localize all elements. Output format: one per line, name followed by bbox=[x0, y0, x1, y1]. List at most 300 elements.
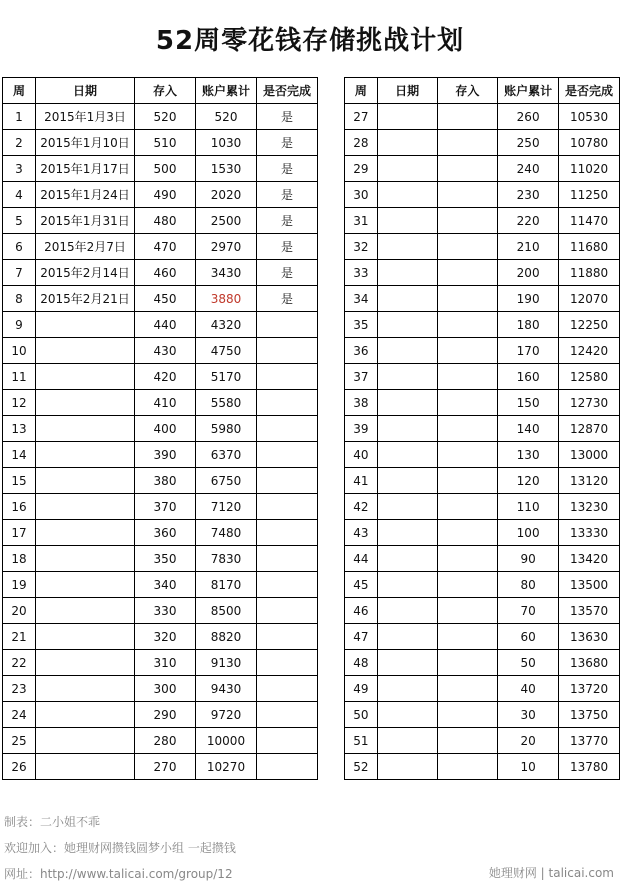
cell-date bbox=[36, 364, 135, 390]
cell-done: 12580 bbox=[559, 364, 620, 390]
cell-week: 29 bbox=[345, 156, 378, 182]
cell-done: 11470 bbox=[559, 208, 620, 234]
cell-date bbox=[36, 702, 135, 728]
cell-deposit: 510 bbox=[135, 130, 196, 156]
cell-week: 7 bbox=[3, 260, 36, 286]
cell-done: 11020 bbox=[559, 156, 620, 182]
cell-week: 33 bbox=[345, 260, 378, 286]
cell-done: 是 bbox=[257, 156, 318, 182]
cell-total: 2020 bbox=[196, 182, 257, 208]
cell-week: 51 bbox=[345, 728, 378, 754]
cell-date bbox=[377, 442, 437, 468]
cell-date: 2015年1月3日 bbox=[36, 104, 135, 130]
cell-week: 35 bbox=[345, 312, 378, 338]
cell-date bbox=[36, 676, 135, 702]
cell-week: 39 bbox=[345, 416, 378, 442]
cell-deposit: 270 bbox=[135, 754, 196, 780]
cell-done bbox=[257, 598, 318, 624]
table-row bbox=[3, 494, 318, 520]
table-row bbox=[3, 754, 318, 780]
table-row bbox=[345, 182, 620, 208]
cell-date bbox=[377, 208, 437, 234]
cell-date bbox=[36, 572, 135, 598]
savings-table-right bbox=[344, 77, 620, 780]
cell-week: 31 bbox=[345, 208, 378, 234]
cell-date bbox=[377, 546, 437, 572]
header-total: 账户累计 bbox=[498, 78, 559, 104]
cell-week: 16 bbox=[3, 494, 36, 520]
table-row bbox=[345, 390, 620, 416]
cell-done: 是 bbox=[257, 208, 318, 234]
cell-deposit bbox=[437, 598, 498, 624]
table-row bbox=[345, 468, 620, 494]
cell-total: 250 bbox=[498, 130, 559, 156]
cell-date bbox=[377, 390, 437, 416]
cell-deposit: 320 bbox=[135, 624, 196, 650]
cell-done: 13420 bbox=[559, 546, 620, 572]
cell-total: 120 bbox=[498, 468, 559, 494]
header-week: 周 bbox=[3, 78, 36, 104]
table-row bbox=[345, 208, 620, 234]
cell-deposit: 500 bbox=[135, 156, 196, 182]
cell-deposit bbox=[437, 130, 498, 156]
cell-week: 41 bbox=[345, 468, 378, 494]
cell-total: 1030 bbox=[196, 130, 257, 156]
cell-deposit bbox=[437, 234, 498, 260]
cell-date bbox=[36, 754, 135, 780]
cell-week: 46 bbox=[345, 598, 378, 624]
table-row bbox=[3, 546, 318, 572]
cell-date: 2015年2月21日 bbox=[36, 286, 135, 312]
cell-done: 11250 bbox=[559, 182, 620, 208]
cell-deposit bbox=[437, 416, 498, 442]
cell-total: 190 bbox=[498, 286, 559, 312]
cell-date: 2015年1月24日 bbox=[36, 182, 135, 208]
cell-done: 11680 bbox=[559, 234, 620, 260]
cell-week: 3 bbox=[3, 156, 36, 182]
table-row bbox=[3, 572, 318, 598]
cell-done: 12870 bbox=[559, 416, 620, 442]
cell-deposit bbox=[437, 624, 498, 650]
table-row bbox=[345, 312, 620, 338]
cell-deposit: 310 bbox=[135, 650, 196, 676]
cell-total: 100 bbox=[498, 520, 559, 546]
table-row bbox=[3, 130, 318, 156]
cell-date bbox=[36, 416, 135, 442]
cell-done: 是 bbox=[257, 182, 318, 208]
table-row bbox=[3, 624, 318, 650]
table-row bbox=[345, 260, 620, 286]
cell-week: 1 bbox=[3, 104, 36, 130]
cell-total: 7480 bbox=[196, 520, 257, 546]
cell-deposit bbox=[437, 650, 498, 676]
cell-total: 8500 bbox=[196, 598, 257, 624]
table-row bbox=[3, 364, 318, 390]
cell-deposit: 440 bbox=[135, 312, 196, 338]
cell-date bbox=[377, 494, 437, 520]
cell-date bbox=[377, 572, 437, 598]
cell-total: 20 bbox=[498, 728, 559, 754]
cell-week: 15 bbox=[3, 468, 36, 494]
table-row bbox=[345, 754, 620, 780]
cell-week: 48 bbox=[345, 650, 378, 676]
cell-done: 是 bbox=[257, 130, 318, 156]
cell-deposit: 470 bbox=[135, 234, 196, 260]
cell-done: 13770 bbox=[559, 728, 620, 754]
cell-total: 170 bbox=[498, 338, 559, 364]
cell-done: 11880 bbox=[559, 260, 620, 286]
table-row bbox=[345, 650, 620, 676]
cell-date bbox=[36, 338, 135, 364]
cell-total: 10000 bbox=[196, 728, 257, 754]
cell-done: 13120 bbox=[559, 468, 620, 494]
table-row bbox=[345, 364, 620, 390]
cell-deposit bbox=[437, 702, 498, 728]
table-row bbox=[3, 312, 318, 338]
table-row bbox=[3, 208, 318, 234]
cell-total: 90 bbox=[498, 546, 559, 572]
cell-done bbox=[257, 624, 318, 650]
cell-deposit bbox=[437, 468, 498, 494]
cell-week: 44 bbox=[345, 546, 378, 572]
cell-week: 12 bbox=[3, 390, 36, 416]
cell-date bbox=[36, 624, 135, 650]
cell-done bbox=[257, 442, 318, 468]
cell-deposit: 460 bbox=[135, 260, 196, 286]
cell-deposit: 450 bbox=[135, 286, 196, 312]
cell-done: 12070 bbox=[559, 286, 620, 312]
cell-deposit bbox=[437, 286, 498, 312]
cell-total: 230 bbox=[498, 182, 559, 208]
cell-date bbox=[377, 676, 437, 702]
header-date: 日期 bbox=[36, 78, 135, 104]
cell-deposit: 400 bbox=[135, 416, 196, 442]
cell-total: 7830 bbox=[196, 546, 257, 572]
cell-week: 4 bbox=[3, 182, 36, 208]
cell-done: 13630 bbox=[559, 624, 620, 650]
header-done: 是否完成 bbox=[257, 78, 318, 104]
cell-week: 24 bbox=[3, 702, 36, 728]
cell-week: 11 bbox=[3, 364, 36, 390]
cell-total: 140 bbox=[498, 416, 559, 442]
table-row bbox=[3, 260, 318, 286]
cell-week: 38 bbox=[345, 390, 378, 416]
table-row bbox=[345, 598, 620, 624]
cell-done bbox=[257, 390, 318, 416]
cell-total: 130 bbox=[498, 442, 559, 468]
table-row bbox=[345, 416, 620, 442]
cell-week: 45 bbox=[345, 572, 378, 598]
cell-total: 260 bbox=[498, 104, 559, 130]
cell-deposit bbox=[437, 364, 498, 390]
cell-done bbox=[257, 364, 318, 390]
cell-date bbox=[377, 312, 437, 338]
table-row bbox=[345, 338, 620, 364]
table-row bbox=[345, 702, 620, 728]
cell-done bbox=[257, 754, 318, 780]
table-row bbox=[345, 624, 620, 650]
header-done: 是否完成 bbox=[559, 78, 620, 104]
cell-deposit bbox=[437, 676, 498, 702]
cell-total: 220 bbox=[498, 208, 559, 234]
table-row bbox=[3, 390, 318, 416]
cell-total: 160 bbox=[498, 364, 559, 390]
cell-total: 2500 bbox=[196, 208, 257, 234]
cell-done: 13000 bbox=[559, 442, 620, 468]
cell-week: 13 bbox=[3, 416, 36, 442]
cell-date bbox=[36, 598, 135, 624]
cell-deposit bbox=[437, 156, 498, 182]
cell-done: 13330 bbox=[559, 520, 620, 546]
cell-week: 30 bbox=[345, 182, 378, 208]
cell-total: 10270 bbox=[196, 754, 257, 780]
cell-date bbox=[377, 260, 437, 286]
cell-total: 3880 bbox=[196, 286, 257, 312]
table-row bbox=[345, 676, 620, 702]
cell-date: 2015年2月14日 bbox=[36, 260, 135, 286]
cell-week: 47 bbox=[345, 624, 378, 650]
cell-date bbox=[377, 182, 437, 208]
cell-week: 5 bbox=[3, 208, 36, 234]
table-header-row bbox=[345, 78, 620, 104]
cell-done: 12730 bbox=[559, 390, 620, 416]
cell-deposit: 410 bbox=[135, 390, 196, 416]
cell-week: 22 bbox=[3, 650, 36, 676]
table-row bbox=[3, 234, 318, 260]
cell-done bbox=[257, 494, 318, 520]
cell-week: 40 bbox=[345, 442, 378, 468]
cell-deposit: 290 bbox=[135, 702, 196, 728]
cell-deposit: 490 bbox=[135, 182, 196, 208]
cell-week: 6 bbox=[3, 234, 36, 260]
cell-week: 49 bbox=[345, 676, 378, 702]
cell-done: 10780 bbox=[559, 130, 620, 156]
table-row bbox=[3, 468, 318, 494]
cell-done: 12420 bbox=[559, 338, 620, 364]
cell-week: 10 bbox=[3, 338, 36, 364]
cell-total: 2970 bbox=[196, 234, 257, 260]
cell-date bbox=[36, 468, 135, 494]
header-week: 周 bbox=[345, 78, 378, 104]
cell-done: 12250 bbox=[559, 312, 620, 338]
cell-deposit: 330 bbox=[135, 598, 196, 624]
cell-date bbox=[377, 286, 437, 312]
cell-deposit bbox=[437, 494, 498, 520]
cell-deposit bbox=[437, 104, 498, 130]
cell-deposit: 340 bbox=[135, 572, 196, 598]
table-row bbox=[345, 494, 620, 520]
table-row bbox=[345, 442, 620, 468]
table-row bbox=[345, 546, 620, 572]
cell-deposit bbox=[437, 520, 498, 546]
cell-done: 13230 bbox=[559, 494, 620, 520]
cell-total: 210 bbox=[498, 234, 559, 260]
cell-total: 10 bbox=[498, 754, 559, 780]
table-row bbox=[345, 234, 620, 260]
cell-deposit bbox=[437, 572, 498, 598]
cell-done bbox=[257, 468, 318, 494]
cell-deposit bbox=[437, 754, 498, 780]
cell-week: 8 bbox=[3, 286, 36, 312]
cell-date: 2015年2月7日 bbox=[36, 234, 135, 260]
table-row bbox=[345, 572, 620, 598]
cell-done bbox=[257, 338, 318, 364]
cell-total: 60 bbox=[498, 624, 559, 650]
savings-table-left bbox=[2, 77, 318, 780]
cell-week: 42 bbox=[345, 494, 378, 520]
cell-done: 13780 bbox=[559, 754, 620, 780]
cell-date bbox=[36, 546, 135, 572]
table-row bbox=[345, 130, 620, 156]
cell-date bbox=[377, 754, 437, 780]
cell-deposit bbox=[437, 312, 498, 338]
cell-deposit: 280 bbox=[135, 728, 196, 754]
cell-done: 10530 bbox=[559, 104, 620, 130]
cell-date: 2015年1月17日 bbox=[36, 156, 135, 182]
cell-done: 13720 bbox=[559, 676, 620, 702]
cell-week: 18 bbox=[3, 546, 36, 572]
cell-date bbox=[36, 494, 135, 520]
cell-week: 28 bbox=[345, 130, 378, 156]
cell-total: 520 bbox=[196, 104, 257, 130]
page-title: 52周零花钱存储挑战计划 bbox=[155, 26, 465, 56]
cell-total: 9130 bbox=[196, 650, 257, 676]
cell-deposit bbox=[437, 390, 498, 416]
footer-welcome: 欢迎加入：她理财网攒钱圆梦小组 一起攒钱 bbox=[4, 841, 236, 855]
cell-total: 8820 bbox=[196, 624, 257, 650]
cell-week: 52 bbox=[345, 754, 378, 780]
cell-total: 240 bbox=[498, 156, 559, 182]
cell-week: 9 bbox=[3, 312, 36, 338]
cell-date bbox=[377, 520, 437, 546]
cell-date bbox=[36, 520, 135, 546]
cell-done bbox=[257, 702, 318, 728]
cell-done bbox=[257, 572, 318, 598]
cell-total: 6370 bbox=[196, 442, 257, 468]
cell-deposit: 300 bbox=[135, 676, 196, 702]
cell-deposit bbox=[437, 442, 498, 468]
cell-done bbox=[257, 312, 318, 338]
cell-deposit: 380 bbox=[135, 468, 196, 494]
cell-total: 80 bbox=[498, 572, 559, 598]
cell-done: 是 bbox=[257, 286, 318, 312]
cell-done: 是 bbox=[257, 260, 318, 286]
cell-date bbox=[377, 702, 437, 728]
cell-done bbox=[257, 416, 318, 442]
cell-total: 70 bbox=[498, 598, 559, 624]
cell-deposit bbox=[437, 208, 498, 234]
table-row bbox=[345, 520, 620, 546]
table-row bbox=[345, 104, 620, 130]
header-total: 账户累计 bbox=[196, 78, 257, 104]
cell-done: 13750 bbox=[559, 702, 620, 728]
cell-deposit bbox=[437, 338, 498, 364]
cell-done: 13570 bbox=[559, 598, 620, 624]
cell-done bbox=[257, 650, 318, 676]
cell-date bbox=[377, 234, 437, 260]
table-row bbox=[3, 650, 318, 676]
cell-done bbox=[257, 728, 318, 754]
header-deposit: 存入 bbox=[437, 78, 498, 104]
cell-total: 5580 bbox=[196, 390, 257, 416]
cell-date bbox=[36, 442, 135, 468]
cell-date bbox=[36, 390, 135, 416]
cell-total: 200 bbox=[498, 260, 559, 286]
table-row bbox=[3, 182, 318, 208]
table-row bbox=[3, 598, 318, 624]
cell-week: 21 bbox=[3, 624, 36, 650]
cell-deposit: 390 bbox=[135, 442, 196, 468]
cell-total: 50 bbox=[498, 650, 559, 676]
table-row bbox=[3, 416, 318, 442]
cell-week: 50 bbox=[345, 702, 378, 728]
cell-total: 7120 bbox=[196, 494, 257, 520]
table-row bbox=[345, 728, 620, 754]
cell-done: 是 bbox=[257, 104, 318, 130]
cell-done bbox=[257, 520, 318, 546]
header-date: 日期 bbox=[377, 78, 437, 104]
cell-total: 9430 bbox=[196, 676, 257, 702]
cell-week: 32 bbox=[345, 234, 378, 260]
cell-total: 1530 bbox=[196, 156, 257, 182]
cell-date bbox=[377, 416, 437, 442]
cell-date: 2015年1月31日 bbox=[36, 208, 135, 234]
table-row bbox=[3, 442, 318, 468]
cell-date bbox=[377, 598, 437, 624]
cell-week: 2 bbox=[3, 130, 36, 156]
cell-date bbox=[377, 338, 437, 364]
cell-date bbox=[377, 364, 437, 390]
cell-deposit: 520 bbox=[135, 104, 196, 130]
cell-week: 36 bbox=[345, 338, 378, 364]
cell-week: 14 bbox=[3, 442, 36, 468]
cell-total: 30 bbox=[498, 702, 559, 728]
table-row bbox=[3, 520, 318, 546]
cell-week: 27 bbox=[345, 104, 378, 130]
table-row bbox=[3, 676, 318, 702]
cell-date bbox=[377, 104, 437, 130]
cell-total: 180 bbox=[498, 312, 559, 338]
cell-week: 20 bbox=[3, 598, 36, 624]
cell-date: 2015年1月10日 bbox=[36, 130, 135, 156]
cell-deposit: 430 bbox=[135, 338, 196, 364]
table-row bbox=[3, 286, 318, 312]
cell-total: 6750 bbox=[196, 468, 257, 494]
table-row bbox=[3, 104, 318, 130]
cell-week: 37 bbox=[345, 364, 378, 390]
cell-date bbox=[377, 650, 437, 676]
cell-done: 13680 bbox=[559, 650, 620, 676]
footer-url: 网址：http://www.talicai.com/group/12 bbox=[4, 867, 233, 881]
cell-total: 9720 bbox=[196, 702, 257, 728]
table-row bbox=[3, 156, 318, 182]
cell-total: 4320 bbox=[196, 312, 257, 338]
cell-week: 26 bbox=[3, 754, 36, 780]
cell-total: 3430 bbox=[196, 260, 257, 286]
table-row bbox=[3, 338, 318, 364]
cell-deposit bbox=[437, 182, 498, 208]
cell-date bbox=[377, 156, 437, 182]
cell-done bbox=[257, 676, 318, 702]
cell-week: 17 bbox=[3, 520, 36, 546]
cell-done bbox=[257, 546, 318, 572]
cell-done: 是 bbox=[257, 234, 318, 260]
table-row bbox=[3, 728, 318, 754]
cell-deposit: 480 bbox=[135, 208, 196, 234]
cell-deposit: 370 bbox=[135, 494, 196, 520]
cell-date bbox=[377, 468, 437, 494]
cell-total: 8170 bbox=[196, 572, 257, 598]
